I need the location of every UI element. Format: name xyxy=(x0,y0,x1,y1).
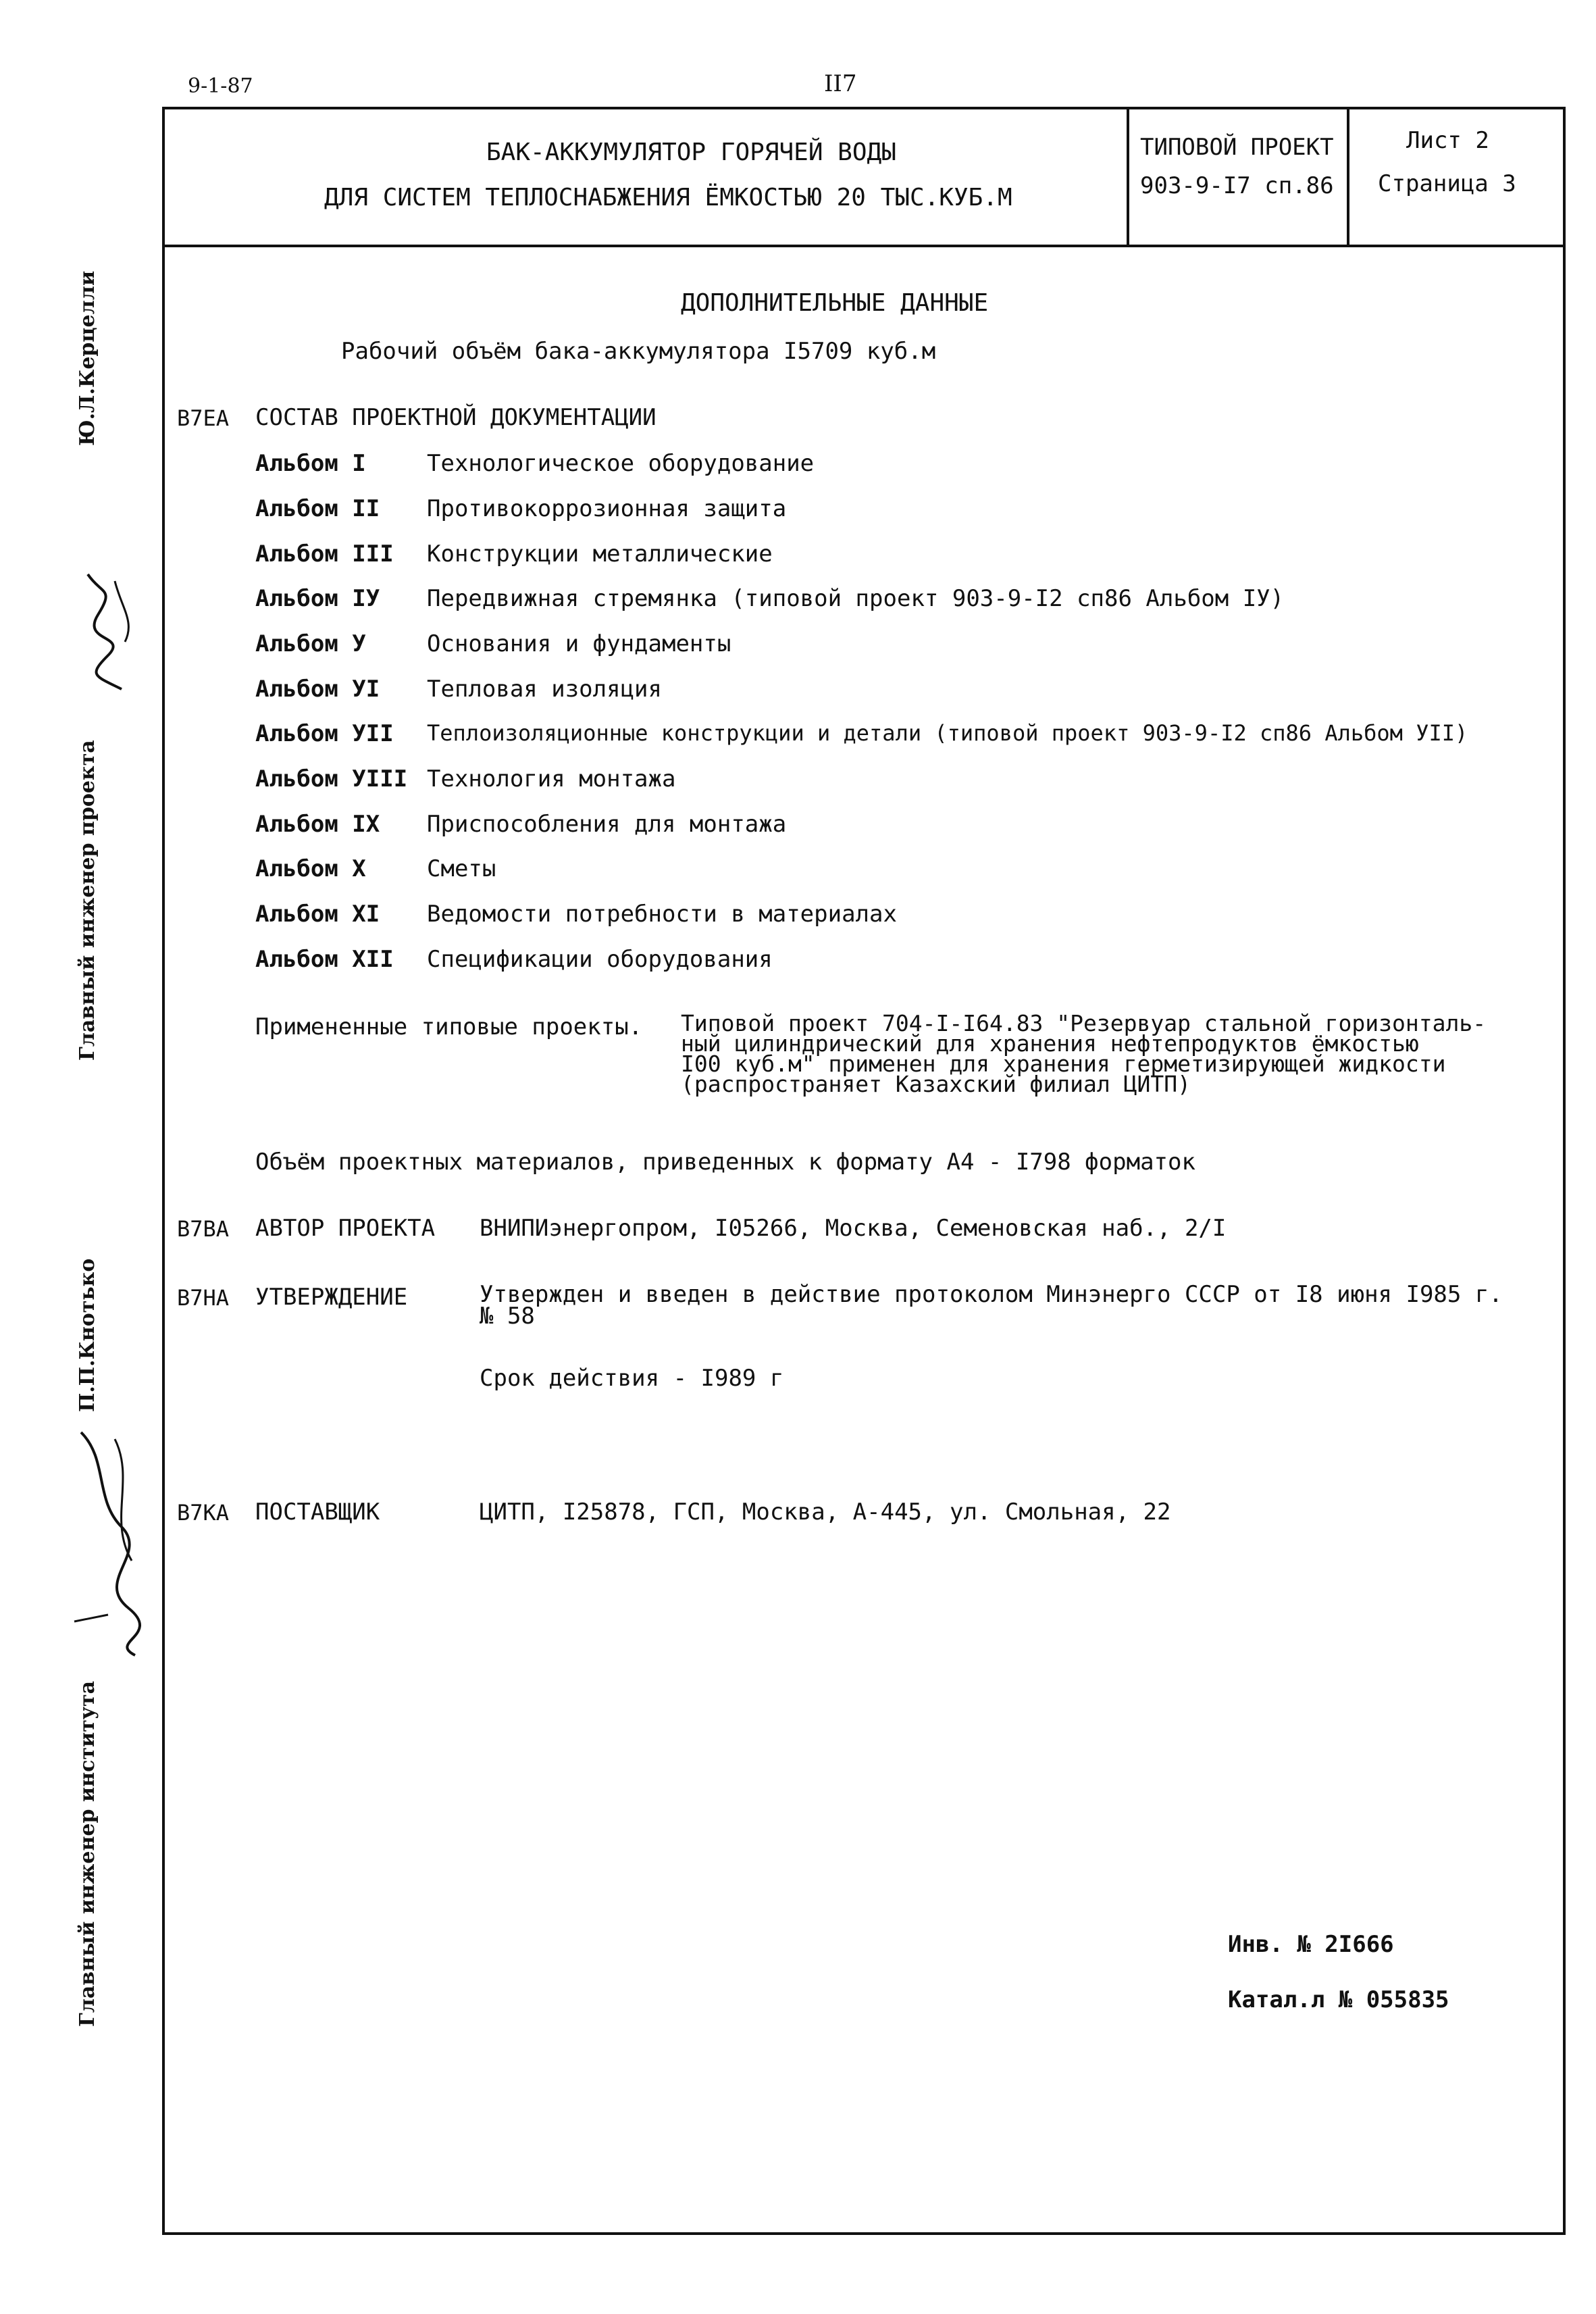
sidebar-name-2: П.П.Кнотько xyxy=(76,1258,99,1412)
approval-value: Утвержден и введен в действие протоколом Минэнерго СССР от I8 июня I985 г. № 58 xyxy=(480,1281,1503,1330)
section-heading: ДОПОЛНИТЕЛЬНЫЕ ДАННЫЕ xyxy=(681,289,989,317)
album-label: Альбом IX xyxy=(255,811,380,838)
title-block xyxy=(162,107,1566,247)
album-text: Технология монтажа xyxy=(427,765,676,793)
materials-volume: Объём проектных материалов, приведенных к формату А4 - I798 форматок xyxy=(255,1149,1195,1176)
album-label: Альбом X xyxy=(255,855,366,882)
series-code: 9-1-87 xyxy=(188,74,253,98)
signature-1 xyxy=(74,568,149,703)
supplier-title: ПОСТАВЩИК xyxy=(255,1499,380,1526)
applied-projects-text: Типовой проект 704-I-I64.83 "Резервуар стальной горизонталь- ный цилиндрический для хранения нефтепродуктов ёмкостью I00 куб.м" применен для хранения герметизирующей жидкости (распространяет Казахский филиал ЦИТП) xyxy=(681,1010,1487,1097)
album-label: Альбом XI xyxy=(255,901,380,928)
author-code: В7ВА xyxy=(177,1216,230,1242)
approval-code: В7НА xyxy=(177,1285,230,1311)
album-text: Тепловая изоляция xyxy=(427,676,662,703)
album-text: Противокоррозионная защита xyxy=(427,495,787,522)
composition-title: СОСТАВ ПРОЕКТНОЙ ДОКУМЕНТАЦИИ xyxy=(255,404,657,431)
album-label: Альбом IУ xyxy=(255,585,380,612)
album-label: Альбом I xyxy=(255,450,366,477)
page-number: II7 xyxy=(824,70,857,97)
sidebar-name-1: Ю.Л.Керцелли xyxy=(76,270,99,446)
album-text: Ведомости потребности в материалах xyxy=(427,901,897,928)
album-label: Альбом У xyxy=(255,630,366,657)
supplier-value: ЦИТП, I25878, ГСП, Москва, А-445, ул. Смольная, 22 xyxy=(480,1499,1171,1526)
project-number: 903-9-I7 сп.86 xyxy=(1140,172,1334,199)
title-block-divider xyxy=(1127,107,1129,247)
album-text: Технологическое оборудование xyxy=(427,450,815,477)
sheet-number: Лист 2 xyxy=(1406,127,1489,154)
composition-code: В7ЕА xyxy=(177,405,230,431)
album-label: Альбом II xyxy=(255,495,380,522)
inventory-number: Инв. № 2I666 xyxy=(1228,1931,1394,1958)
album-label: Альбом УIII xyxy=(255,765,408,793)
album-label: Альбом III xyxy=(255,540,394,568)
album-label: Альбом УII xyxy=(255,720,394,747)
album-text: Передвижная стремянка (типовой проект 903-9-I2 сп86 Альбом IУ) xyxy=(427,585,1285,612)
album-text: Теплоизоляционные конструкции и детали (типовой проект 903-9-I2 сп86 Альбом УII) xyxy=(427,720,1468,746)
album-label: Альбом XII xyxy=(255,946,394,973)
album-text: Основания и фундаменты xyxy=(427,630,731,657)
page-label: Страница 3 xyxy=(1378,170,1516,197)
album-text: Приспособления для монтажа xyxy=(427,811,787,838)
signature-2 xyxy=(68,1419,155,1662)
validity-period: Срок действия - I989 г xyxy=(480,1365,784,1392)
album-text: Сметы xyxy=(427,855,496,882)
applied-projects-label: Примененные типовые проекты. xyxy=(255,1013,643,1040)
working-volume: Рабочий объём бака-аккумулятора I5709 куб.м xyxy=(341,338,936,365)
supplier-code: В7КА xyxy=(177,1500,230,1526)
project-label: ТИПОВОЙ ПРОЕКТ xyxy=(1140,134,1334,161)
author-value: ВНИПИэнергопром, I05266, Москва, Семеновская наб., 2/I xyxy=(480,1215,1227,1242)
album-text: Спецификации оборудования xyxy=(427,946,773,973)
album-label: Альбом УI xyxy=(255,676,380,703)
sidebar-role-1: Главный инженер проекта xyxy=(76,740,99,1061)
catalog-number: Катал.л № 055835 xyxy=(1228,1986,1449,2013)
approval-title: УТВЕРЖДЕНИЕ xyxy=(255,1284,408,1311)
sidebar-role-2: Главный инженер института xyxy=(76,1680,99,2027)
author-title: АВТОР ПРОЕКТА xyxy=(255,1215,436,1242)
title-block-divider xyxy=(1347,107,1349,247)
document-title-line2: ДЛЯ СИСТЕМ ТЕПЛОСНАБЖЕНИЯ ЁМКОСТЬЮ 20 ТЫС.КУБ.М xyxy=(324,184,1012,211)
album-text: Конструкции металлические xyxy=(427,540,773,568)
document-title-line1: БАК-АККУМУЛЯТОР ГОРЯЧЕЙ ВОДЫ xyxy=(486,139,896,166)
